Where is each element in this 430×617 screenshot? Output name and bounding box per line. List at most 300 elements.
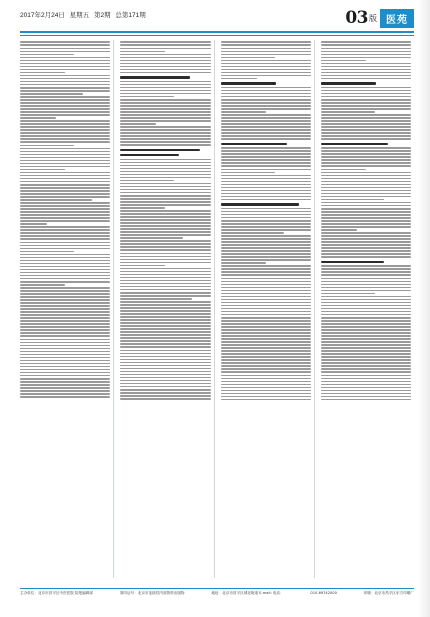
body-text-line: [221, 120, 311, 122]
body-text-line: [221, 178, 311, 180]
body-text-line: [321, 211, 411, 213]
body-text-line: [20, 175, 110, 177]
body-text-line: [221, 232, 284, 234]
body-text-line: [120, 277, 210, 279]
body-text-line: [321, 235, 411, 237]
section-badge: 医苑: [380, 9, 414, 28]
body-text-line: [120, 207, 165, 209]
body-text-line: [20, 369, 110, 371]
body-text-line: [321, 308, 411, 310]
body-text-line: [321, 217, 411, 219]
body-text-line: [321, 66, 411, 68]
body-text-line: [20, 281, 110, 283]
body-text-line: [321, 72, 411, 74]
body-text-line: [120, 165, 210, 167]
masthead: [20, 8, 414, 42]
body-text-line: [120, 246, 210, 248]
body-text-line: [321, 390, 411, 392]
body-text-line: [20, 166, 110, 168]
body-text-line: [20, 148, 110, 150]
body-text-line: [221, 244, 311, 246]
body-text-line: [321, 365, 411, 367]
body-text-line: [221, 268, 311, 270]
body-text-line: [321, 362, 411, 364]
body-text-line: [20, 178, 110, 180]
body-text-line: [20, 278, 110, 280]
body-text-line: [221, 60, 311, 62]
body-text-line: [20, 163, 110, 165]
body-text-line: [321, 378, 411, 380]
body-text-line: [221, 223, 311, 225]
body-text-line: [321, 350, 411, 352]
body-text-line: [221, 96, 311, 98]
body-text-line: [120, 298, 192, 300]
body-text-line: [321, 375, 411, 377]
body-text-line: [120, 141, 210, 143]
body-text-line: [120, 138, 210, 140]
body-text-line: [120, 63, 210, 65]
header-rule-thick: [20, 31, 414, 33]
body-text-line: [321, 102, 411, 104]
section-heading-line: [221, 203, 300, 205]
body-text-line: [20, 299, 110, 301]
body-text-line: [120, 240, 210, 242]
body-text-line: [120, 213, 210, 215]
body-text-line: [321, 250, 411, 252]
footer-publisher: 主办单位：北京市昌平区中医医院 院报编辑部: [20, 591, 94, 595]
body-text-line: [120, 198, 210, 200]
body-text-line: [20, 396, 110, 398]
body-text-line: [221, 48, 311, 50]
body-text-line: [20, 320, 110, 322]
body-text-line: [120, 180, 174, 182]
body-text-line: [221, 156, 311, 158]
body-text-line: [221, 93, 311, 95]
body-text-line: [321, 265, 411, 267]
body-text-line: [221, 169, 311, 171]
body-text-line: [221, 111, 266, 113]
body-text-line: [120, 392, 210, 394]
body-text-line: [221, 381, 311, 383]
body-text-line: [20, 269, 110, 271]
body-text-line: [221, 226, 311, 228]
body-text-line: [321, 244, 411, 246]
body-text-line: [20, 81, 110, 83]
body-text-line: [321, 356, 411, 358]
body-text-line: [20, 44, 110, 46]
body-text-line: [321, 311, 411, 313]
body-text-line: [221, 393, 311, 395]
body-text-line: [321, 60, 366, 62]
body-text-line: [20, 93, 83, 95]
section-heading-line: [321, 261, 384, 263]
body-text-line: [20, 169, 65, 171]
body-text-line: [20, 51, 110, 53]
body-text-line: [20, 75, 110, 77]
body-text-line: [321, 93, 411, 95]
body-text-line: [120, 286, 210, 288]
body-text-line: [321, 126, 411, 128]
section-heading-line: [221, 143, 288, 145]
body-text-line: [120, 123, 156, 125]
body-text-line: [20, 248, 110, 250]
body-text-line: [20, 160, 110, 162]
body-text-line: [20, 263, 110, 265]
body-text-line: [221, 220, 311, 222]
body-text-line: [120, 265, 165, 267]
body-text-line: [321, 156, 411, 158]
body-text-line: [221, 332, 311, 334]
footer-printer: 印刷：北京市昌平区东方印刷厂: [363, 591, 414, 595]
body-text-line: [221, 117, 311, 119]
body-text-line: [321, 69, 411, 71]
body-text-line: [321, 332, 411, 334]
body-text-line: [221, 368, 311, 370]
body-text-line: [120, 81, 210, 83]
body-text-line: [321, 138, 411, 140]
body-text-line: [20, 345, 110, 347]
body-text-line: [221, 57, 275, 59]
body-text-line: [20, 329, 110, 331]
body-text-line: [120, 87, 210, 89]
body-text-line: [120, 171, 210, 173]
body-text-line: [120, 395, 210, 397]
body-text-line: [120, 51, 165, 53]
body-text-line: [120, 325, 210, 327]
body-text-line: [221, 350, 311, 352]
body-text-line: [120, 362, 210, 364]
body-text-line: [221, 265, 311, 267]
body-text-line: [221, 241, 311, 243]
body-text-line: [120, 295, 210, 297]
body-text-line: [221, 135, 311, 137]
body-text-line: [120, 174, 210, 176]
page-label: [345, 8, 414, 28]
body-text-line: [120, 228, 210, 230]
body-text-line: [221, 181, 311, 183]
article-column-2: [120, 40, 214, 578]
body-text-line: [321, 381, 411, 383]
body-text-line: [221, 150, 311, 152]
body-text-line: [221, 175, 311, 177]
body-text-line: [120, 283, 210, 285]
body-text-line: [321, 384, 411, 386]
footer-permit: 准印证号：北京市连续性内部资料出版物: [119, 591, 185, 595]
body-text-line: [221, 41, 311, 43]
body-text-line: [120, 201, 210, 203]
body-text-line: [221, 75, 311, 77]
article-columns: [20, 40, 414, 578]
body-text-line: [120, 316, 210, 318]
body-text-line: [221, 347, 311, 349]
body-text-line: [120, 90, 210, 92]
body-text-line: [321, 387, 411, 389]
body-text-line: [221, 211, 311, 213]
body-text-line: [120, 84, 210, 86]
body-text-line: [221, 396, 311, 398]
body-text-line: [20, 84, 110, 86]
body-text-line: [321, 199, 384, 201]
body-text-line: [120, 328, 210, 330]
body-text-line: [221, 51, 311, 53]
body-text-line: [321, 114, 411, 116]
body-text-line: [221, 253, 311, 255]
body-text-line: [221, 238, 311, 240]
body-text-line: [321, 274, 411, 276]
body-text-line: [20, 360, 110, 362]
body-text-line: [120, 331, 210, 333]
article-column-4: [321, 40, 414, 578]
body-text-line: [20, 220, 110, 222]
body-text-line: [20, 48, 110, 50]
body-text-line: [321, 87, 411, 89]
body-text-line: [221, 187, 311, 189]
body-text-line: [20, 363, 110, 365]
body-text-line: [321, 159, 411, 161]
body-text-line: [321, 284, 411, 286]
body-text-line: [321, 99, 411, 101]
section-heading-line: [120, 154, 179, 156]
body-text-line: [221, 87, 311, 89]
body-text-line: [120, 60, 210, 62]
header-rule-thin: [20, 35, 414, 36]
body-text-line: [321, 181, 411, 183]
body-text-line: [20, 302, 110, 304]
body-text-line: [221, 256, 311, 258]
body-text-line: [20, 151, 110, 153]
body-text-line: [120, 129, 210, 131]
body-text-line: [221, 296, 311, 298]
body-text-line: [20, 72, 65, 74]
body-text-line: [20, 235, 110, 237]
body-text-line: [321, 232, 411, 234]
body-text-line: [321, 329, 411, 331]
body-text-line: [221, 326, 311, 328]
body-text-line: [20, 229, 110, 231]
body-text-line: [120, 117, 210, 119]
body-text-line: [120, 359, 210, 361]
date-line: [20, 10, 149, 19]
body-text-line: [321, 123, 411, 125]
body-text-line: [20, 372, 110, 374]
body-text-line: [20, 205, 110, 207]
issue-number: 第2期: [93, 12, 111, 19]
body-text-line: [321, 223, 411, 225]
body-text-line: [321, 344, 411, 346]
body-text-line: [120, 126, 210, 128]
body-text-line: [20, 272, 110, 274]
body-text-line: [120, 380, 210, 382]
body-text-line: [221, 208, 311, 210]
body-text-line: [20, 381, 110, 383]
body-text-line: [221, 132, 311, 134]
body-text-line: [120, 44, 210, 46]
body-text-line: [321, 290, 411, 292]
body-text-line: [20, 296, 110, 298]
body-text-line: [20, 154, 110, 156]
body-text-line: [20, 190, 110, 192]
body-text-line: [321, 169, 366, 171]
body-text-line: [221, 353, 311, 355]
body-text-line: [321, 190, 411, 192]
body-text-line: [221, 278, 311, 280]
body-text-line: [221, 317, 311, 319]
body-text-line: [321, 302, 411, 304]
body-text-line: [221, 90, 311, 92]
issue-weekday: 星期五: [69, 12, 90, 19]
body-text-line: [20, 211, 110, 213]
body-text-line: [20, 129, 110, 131]
body-text-line: [221, 271, 311, 273]
body-text-line: [221, 371, 311, 373]
body-text-line: [221, 102, 311, 104]
body-text-line: [120, 274, 210, 276]
body-text-line: [120, 313, 210, 315]
body-text-line: [221, 390, 311, 392]
body-text-line: [120, 66, 210, 68]
body-text-line: [120, 280, 210, 282]
body-text-line: [321, 338, 411, 340]
body-text-line: [221, 365, 311, 367]
body-text-line: [221, 299, 311, 301]
body-text-line: [221, 341, 311, 343]
body-text-line: [20, 78, 110, 80]
body-text-line: [120, 253, 210, 255]
body-text-line: [20, 284, 65, 286]
body-text-line: [20, 305, 110, 307]
body-text-line: [120, 219, 210, 221]
body-text-line: [221, 99, 311, 101]
body-text-line: [321, 178, 411, 180]
body-text-line: [120, 114, 210, 116]
body-text-line: [120, 195, 210, 197]
body-text-line: [221, 344, 311, 346]
body-text-line: [221, 162, 311, 164]
body-text-line: [120, 374, 210, 376]
body-text-line: [321, 368, 411, 370]
body-text-line: [20, 108, 110, 110]
page-number: 03: [345, 8, 368, 28]
body-text-line: [321, 347, 411, 349]
body-text-line: [321, 335, 411, 337]
body-text-line: [321, 153, 411, 155]
body-text-line: [321, 247, 411, 249]
section-heading-line: [221, 82, 276, 84]
body-text-line: [20, 260, 110, 262]
body-text-line: [120, 249, 210, 251]
body-text-line: [321, 162, 411, 164]
body-text-line: [120, 377, 210, 379]
body-text-line: [221, 305, 311, 307]
body-text-line: [120, 41, 210, 43]
body-text-line: [321, 108, 411, 110]
body-text-line: [20, 311, 110, 313]
body-text-line: [120, 259, 210, 261]
body-text-line: [20, 132, 110, 134]
body-text-line: [321, 187, 411, 189]
body-text-line: [221, 199, 311, 201]
body-text-line: [321, 111, 375, 113]
body-text-line: [321, 271, 411, 273]
body-text-line: [321, 117, 411, 119]
body-text-line: [321, 129, 411, 131]
body-text-line: [221, 172, 275, 174]
body-text-line: [20, 96, 110, 98]
body-text-line: [221, 214, 311, 216]
body-text-line: [120, 135, 210, 137]
body-text-line: [221, 320, 311, 322]
body-text-line: [20, 54, 74, 56]
body-text-line: [120, 93, 210, 95]
body-text-line: [120, 210, 210, 212]
body-text-line: [20, 384, 110, 386]
body-text-line: [20, 117, 56, 119]
body-text-line: [20, 187, 110, 189]
body-text-line: [20, 293, 110, 295]
body-text-line: [120, 322, 210, 324]
body-text-line: [321, 229, 357, 231]
body-text-line: [221, 44, 311, 46]
body-text-line: [20, 275, 110, 277]
footer: [20, 591, 414, 601]
body-text-line: [221, 129, 311, 131]
body-text-line: [120, 222, 210, 224]
body-text-line: [20, 99, 110, 101]
body-text-line: [321, 317, 411, 319]
body-text-line: [221, 193, 311, 195]
body-text-line: [221, 108, 311, 110]
body-text-line: [120, 268, 210, 270]
body-text-line: [321, 320, 411, 322]
body-text-line: [120, 225, 210, 227]
body-text-line: [120, 192, 210, 194]
body-text-line: [20, 193, 110, 195]
body-text-line: [221, 399, 311, 401]
body-text-line: [321, 296, 411, 298]
body-text-line: [321, 281, 411, 283]
body-text-line: [20, 335, 110, 337]
body-text-line: [20, 223, 47, 225]
body-text-line: [221, 247, 311, 249]
body-text-line: [221, 362, 311, 364]
body-text-line: [120, 319, 210, 321]
body-text-line: [120, 310, 210, 312]
body-text-line: [120, 234, 210, 236]
body-text-line: [321, 172, 411, 174]
body-text-line: [321, 54, 411, 56]
body-text-line: [221, 259, 311, 261]
body-text-line: [20, 251, 74, 253]
body-text-line: [120, 231, 210, 233]
body-text-line: [120, 216, 210, 218]
body-text-line: [120, 386, 210, 388]
body-text-line: [20, 393, 110, 395]
body-text-line: [20, 217, 110, 219]
body-text-line: [20, 287, 110, 289]
body-text-line: [20, 387, 110, 389]
article-column-1: [20, 40, 114, 578]
body-text-line: [321, 63, 411, 65]
footer-address: 地址：北京市昌平区城北街道 E-mail: 电话：: [211, 591, 284, 595]
body-text-line: [120, 111, 210, 113]
body-text-line: [321, 359, 411, 361]
body-text-line: [221, 308, 311, 310]
section-heading-line: [120, 149, 199, 151]
body-text-line: [120, 365, 210, 367]
footer-phone: 010-69742000: [310, 591, 337, 595]
body-text-line: [20, 41, 110, 43]
body-text-line: [221, 54, 311, 56]
